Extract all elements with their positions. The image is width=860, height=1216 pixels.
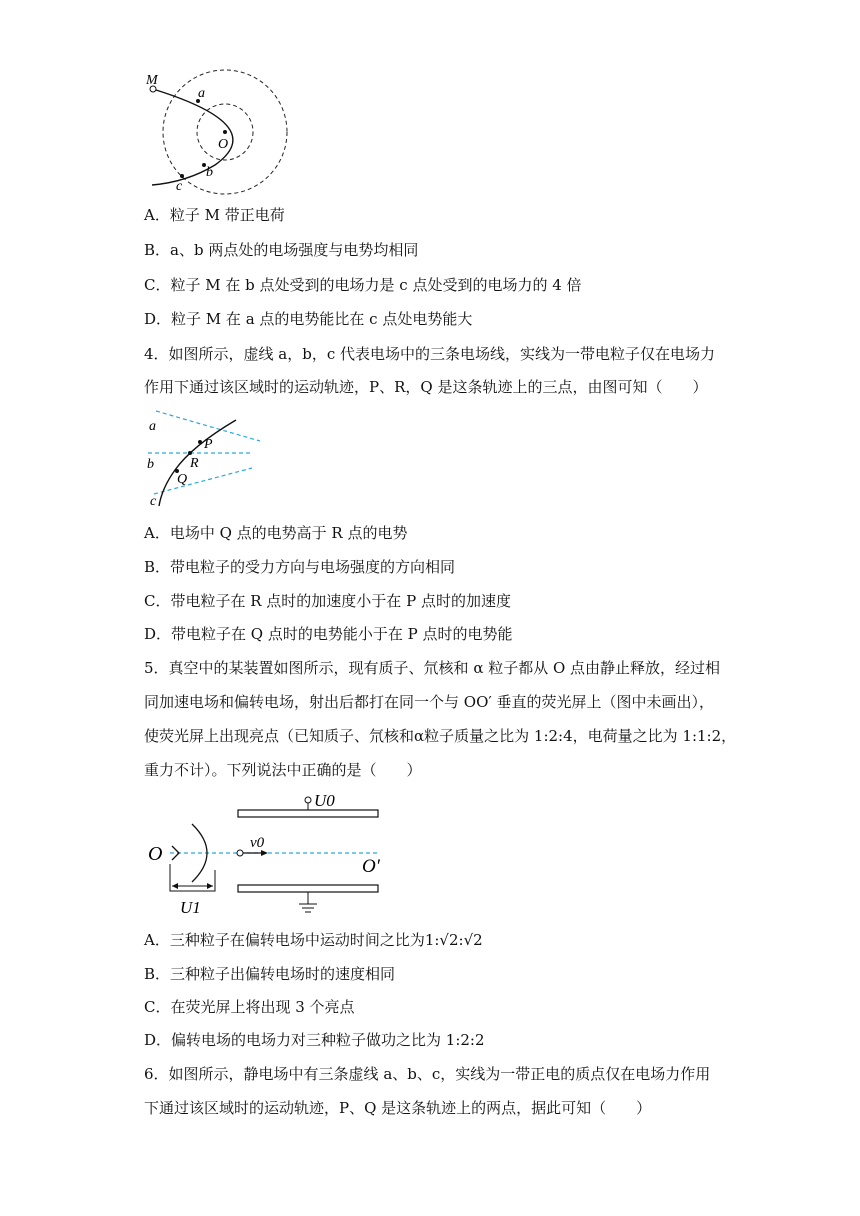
- q5-option-a: A．三种粒子在偏转电场中运动时间之比为1:√2:√2: [144, 931, 483, 949]
- label-b: b: [206, 165, 213, 180]
- label-p: P: [204, 437, 213, 452]
- label-o: O: [148, 843, 163, 865]
- q6-stem-line2: 下通过该区域时的运动轨迹，P、Q 是这条轨迹上的两点，据此可知（ ）: [144, 1099, 652, 1117]
- point-p-dot: [198, 440, 202, 444]
- q4-option-a: A．电场中 Q 点的电势高于 R 点的电势: [144, 524, 408, 542]
- q3-option-d: D．粒子 M 在 a 点的电势能比在 c 点处电势能大: [144, 310, 473, 328]
- label-a: a: [149, 419, 156, 434]
- label-a: a: [198, 86, 205, 101]
- label-u1: U1: [180, 898, 201, 917]
- center-o-dot: [223, 130, 227, 134]
- point-c-dot: [180, 174, 184, 178]
- figure-deflection-apparatus: [140, 786, 390, 921]
- q5-stem-line1: 5．真空中的某装置如图所示，现有质子、氘核和 α 粒子都从 O 点由静止释放，经过相: [144, 659, 721, 677]
- u1-arrow-right: [207, 883, 213, 889]
- q5-option-d: D．偏转电场的电场力对三种粒子做功之比为 1:2:2: [144, 1031, 485, 1049]
- q5-stem-line2: 同加速电场和偏转电场，射出后都打在同一个与 OO′ 垂直的荧光屏上（图中未画出），: [144, 693, 715, 711]
- u0-terminal: [305, 797, 311, 803]
- q4-stem-line1: 4．如图所示，虚线 a，b，c 代表电场中的三条电场线，实线为一带电粒子仅在电场力: [144, 345, 716, 363]
- q3-option-b: B．a、b 两点处的电场强度与电势均相同: [144, 241, 419, 259]
- label-r: R: [190, 456, 199, 471]
- label-m: M: [146, 73, 158, 88]
- q4-option-d: D．带电粒子在 Q 点时的电势能小于在 P 点时的电势能: [144, 625, 513, 643]
- q6-stem-line1: 6．如图所示，静电场中有三条虚线 a、b、c，实线为一带正电的质点仅在电场力作用: [144, 1065, 711, 1083]
- point-r-dot: [188, 451, 192, 455]
- particle-dot: [237, 850, 243, 856]
- label-c: c: [150, 494, 157, 508]
- label-b: b: [147, 457, 154, 472]
- label-o-prime: O′: [362, 856, 380, 877]
- label-c: c: [176, 179, 183, 194]
- q5-option-c: C．在荧光屏上将出现 3 个亮点: [144, 998, 355, 1016]
- u1-arrow-left: [172, 883, 178, 889]
- q5-stem-line3: 使荧光屏上出现亮点（已知质子、氘核和α粒子质量之比为 1:2:4，电荷量之比为 1:1:2，: [144, 727, 737, 745]
- figure-concentric-field: [140, 64, 300, 198]
- q4-option-b: B．带电粒子的受力方向与电场强度的方向相同: [144, 558, 456, 576]
- label-v0: v0: [250, 835, 265, 851]
- label-u0: U0: [314, 791, 335, 810]
- q3-option-c: C．粒子 M 在 b 点处受到的电场力是 c 点处受到的电场力的 4 倍: [144, 276, 582, 294]
- q5-option-b: B．三种粒子出偏转电场时的速度相同: [144, 965, 396, 983]
- figure-field-lines: [140, 408, 270, 508]
- q3-option-a: A．粒子 M 带正电荷: [144, 206, 285, 224]
- upper-plate: [238, 810, 378, 817]
- label-q: Q: [177, 472, 188, 487]
- label-o: O: [218, 137, 229, 152]
- q5-stem-line4: 重力不计）。下列说法中正确的是（ ）: [144, 761, 422, 779]
- q4-stem-line2: 作用下通过该区域时的运动轨迹，P、R，Q 是这条轨迹上的三点，由图可知（ ）: [144, 378, 708, 396]
- lower-plate: [238, 885, 378, 892]
- q4-option-c: C．带电粒子在 R 点时的加速度小于在 P 点时的加速度: [144, 592, 511, 610]
